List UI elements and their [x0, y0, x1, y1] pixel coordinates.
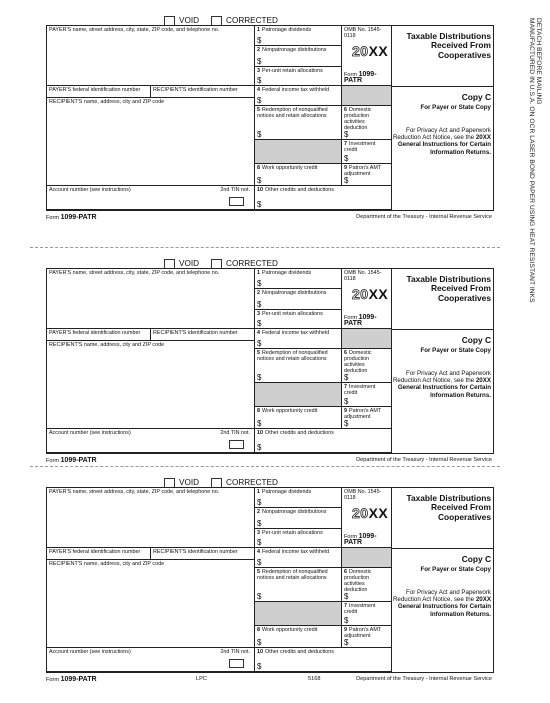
box1-field[interactable]: 1 Patronage dividends $: [255, 488, 342, 508]
tin-not-label: 2nd TIN not.: [220, 649, 250, 655]
dollar-sign: $: [344, 176, 349, 185]
box5-field[interactable]: 5 Redemption of nonqualified notices and retain allocations $: [255, 568, 342, 602]
dollar-sign: $: [257, 498, 262, 507]
box3-label: Per-unit retain allocations: [262, 68, 323, 74]
form-word: Form: [344, 315, 358, 321]
form-word: Form: [344, 72, 358, 78]
box4-field[interactable]: 4 Federal income tax withheld $: [255, 548, 342, 568]
dollar-sign: $: [257, 176, 262, 185]
box4-field[interactable]: 4 Federal income tax withheld $: [255, 86, 342, 106]
box3-label: Per-unit retain allocations: [262, 311, 323, 317]
box2-field[interactable]: 2 Nonpatronage distributions $: [255, 289, 342, 310]
box3-label: Per-unit retain allocations: [262, 530, 323, 536]
privacy-instructions: 20XX General Instructions for Certain Information Returns.: [397, 134, 491, 156]
footer-department: Department of the Treasury - Internal Revenue Service: [356, 676, 492, 682]
footer-code: 5168: [308, 676, 321, 682]
form-grid: [46, 268, 494, 454]
box6-label: Domestic production activities deduction: [344, 569, 372, 593]
shaded-block: [342, 329, 392, 349]
form-word: Form: [46, 458, 60, 464]
payer-tin-field[interactable]: [47, 86, 151, 98]
privacy-notice: [392, 127, 491, 156]
privacy-instructions: 20XX General Instructions for Certain Information Returns.: [397, 596, 491, 618]
recipient-tin-field[interactable]: [151, 548, 255, 560]
recipient-name-field[interactable]: [47, 560, 255, 648]
recipient-tin-field[interactable]: [151, 86, 255, 98]
corrected-label: CORRECTED: [226, 259, 278, 268]
form-number: 1099-PATR: [60, 457, 97, 464]
shaded-block: [255, 140, 342, 164]
dollar-sign: $: [257, 373, 262, 382]
box9-label: Patron's AMT adjustment: [344, 627, 382, 639]
form-title: Taxable Distributions Received From Cooperatives: [406, 274, 491, 303]
shaded-block: [255, 383, 342, 407]
recipient-name-label: RECIPIENT'S name, address, city and ZIP code: [49, 561, 165, 567]
box10-label: Other credits and deductions: [265, 430, 334, 436]
box2-label: Nonpatronage distributions: [262, 509, 327, 515]
form-name-inline: [344, 315, 391, 327]
payer-tin-label: PAYER'S federal identification number: [49, 87, 141, 93]
form-name-inline: [344, 72, 391, 84]
dollar-sign: $: [344, 638, 349, 647]
box7-label: Investment credit: [344, 384, 376, 396]
footer-form-name: [46, 214, 97, 221]
box10-field[interactable]: 10 Other credits and deductions $: [255, 648, 392, 672]
void-checkbox[interactable]: [164, 259, 175, 269]
form-number: 1099-PATR: [60, 214, 97, 221]
dollar-sign: $: [257, 662, 262, 671]
omb-year-block: [342, 488, 392, 548]
form-grid: [46, 487, 494, 673]
box5-label: Redemption of nonqualified notices and retain allocations: [257, 107, 328, 119]
privacy-notice: [392, 589, 491, 618]
payer-tin-field[interactable]: [47, 548, 151, 560]
recipient-tin-label: RECIPIENT'S identification number: [153, 330, 238, 336]
recipient-name-label: RECIPIENT'S name, address, city and ZIP code: [49, 342, 165, 348]
corrected-checkbox[interactable]: [211, 478, 222, 488]
box8-field[interactable]: 8 Work opportunity credit $: [255, 407, 342, 429]
box6-label: Domestic production activities deduction: [344, 350, 372, 374]
for-payer-label: For Payer or State Copy: [420, 104, 491, 111]
box7-label: Investment credit: [344, 603, 376, 615]
box3-field[interactable]: 3 Per-unit retain allocations $: [255, 529, 342, 548]
tax-year: [352, 43, 389, 59]
void-checkbox[interactable]: [164, 16, 175, 26]
privacy-text: For Privacy Act and Paperwork Reduction Act Notice, see the: [392, 589, 491, 604]
form-number: 1099-PATR: [344, 314, 377, 327]
dollar-sign: $: [257, 279, 262, 288]
void-label: VOID: [179, 259, 200, 268]
box10-label: Other credits and deductions: [265, 187, 334, 193]
box1-field[interactable]: 1 Patronage dividends $: [255, 26, 342, 46]
void-label: VOID: [179, 478, 200, 487]
footer-department: Department of the Treasury - Internal Revenue Service: [356, 214, 492, 220]
form-number: 1099-PATR: [344, 533, 377, 546]
year-prefix: 20: [352, 505, 369, 521]
dollar-sign: $: [257, 443, 262, 452]
privacy-notice: [392, 370, 491, 399]
form-word: Form: [344, 534, 358, 540]
box7-field[interactable]: 7 Investment credit $: [342, 140, 392, 164]
dollar-sign: $: [257, 538, 262, 547]
form-number: 1099-PATR: [60, 676, 97, 683]
box3-field[interactable]: 3 Per-unit retain allocations $: [255, 310, 342, 329]
box6-label: Domestic production activities deduction: [344, 107, 372, 131]
box5-field[interactable]: 5 Redemption of nonqualified notices and retain allocations $: [255, 349, 342, 383]
corrected-checkbox[interactable]: [211, 16, 222, 26]
payer-name-label: PAYER'S name, street address, city, state, ZIP code, and telephone no.: [49, 27, 220, 33]
omb-number: OMB No. 1545-0118: [344, 270, 382, 282]
box8-field[interactable]: 8 Work opportunity credit $: [255, 164, 342, 186]
recipient-name-field[interactable]: [47, 341, 255, 429]
omb-number: OMB No. 1545-0118: [344, 489, 382, 501]
dollar-sign: $: [344, 419, 349, 428]
footer-form-name: [46, 457, 97, 464]
dollar-sign: $: [257, 200, 262, 209]
dollar-sign: $: [344, 592, 349, 601]
payer-name-label: PAYER'S name, street address, city, state, ZIP code, and telephone no.: [49, 489, 220, 495]
payer-name-field[interactable]: [47, 488, 255, 548]
box4-label: Federal income tax withheld: [262, 549, 330, 555]
dollar-sign: $: [344, 130, 349, 139]
recipient-name-field[interactable]: [47, 98, 255, 186]
dollar-sign: $: [344, 154, 349, 163]
shaded-block: [342, 86, 392, 106]
sidebar-detach: DETACH BEFORE MAILING: [535, 18, 542, 105]
year-suffix: XX: [368, 505, 389, 521]
box5-field[interactable]: 5 Redemption of nonqualified notices and retain allocations $: [255, 106, 342, 140]
perforation-line: [30, 247, 500, 248]
box10-label: Other credits and deductions: [265, 649, 334, 655]
form-name-inline: [344, 534, 391, 546]
box2-field[interactable]: 2 Nonpatronage distributions $: [255, 46, 342, 67]
box6-field[interactable]: 6 Domestic production activities deduction $: [342, 349, 392, 383]
dollar-sign: $: [257, 519, 262, 528]
account-label: Account number (see instructions): [49, 430, 131, 436]
copy-label: Copy C: [461, 92, 491, 102]
copy-label: Copy C: [461, 335, 491, 345]
privacy-instructions: 20XX General Instructions for Certain Information Returns.: [397, 377, 491, 399]
account-number-field[interactable]: [47, 429, 255, 453]
title-column: [392, 488, 493, 672]
year-prefix: 20: [352, 286, 369, 302]
dollar-sign: $: [344, 397, 349, 406]
dollar-sign: $: [257, 638, 262, 647]
for-payer-label: For Payer or State Copy: [420, 566, 491, 573]
recipient-tin-label: RECIPIENT'S identification number: [153, 549, 238, 555]
box7-field[interactable]: 7 Investment credit $: [342, 383, 392, 407]
payer-name-label: PAYER'S name, street address, city, state, ZIP code, and telephone no.: [49, 270, 220, 276]
corrected-checkbox[interactable]: [211, 259, 222, 269]
payer-name-field[interactable]: [47, 269, 255, 329]
account-number-field[interactable]: [47, 186, 255, 210]
recipient-name-label: RECIPIENT'S name, address, city and ZIP code: [49, 99, 165, 105]
tin-not-label: 2nd TIN not.: [220, 430, 250, 436]
form-word: Form: [46, 215, 60, 221]
footer-form-name: [46, 676, 97, 683]
form-word: Form: [46, 677, 60, 683]
title-column: [392, 269, 493, 453]
void-checkbox[interactable]: [164, 478, 175, 488]
payer-tin-label: PAYER'S federal identification number: [49, 330, 141, 336]
box7-label: Investment credit: [344, 141, 376, 153]
payer-name-field[interactable]: [47, 26, 255, 86]
dollar-sign: $: [344, 616, 349, 625]
corrected-label: CORRECTED: [226, 16, 278, 25]
dollar-sign: $: [257, 300, 262, 309]
privacy-text: For Privacy Act and Paperwork Reduction Act Notice, see the: [392, 127, 491, 142]
dollar-sign: $: [257, 36, 262, 45]
dollar-sign: $: [257, 592, 262, 601]
box1-field[interactable]: 1 Patronage dividends $: [255, 269, 342, 289]
year-prefix: 20: [352, 43, 369, 59]
box1-label: Patronage dividends: [262, 489, 312, 495]
dollar-sign: $: [344, 373, 349, 382]
box1-label: Patronage dividends: [262, 27, 312, 33]
box5-label: Redemption of nonqualified notices and retain allocations: [257, 350, 328, 362]
dollar-sign: $: [257, 96, 262, 105]
box1-label: Patronage dividends: [262, 270, 312, 276]
box7-field[interactable]: 7 Investment credit $: [342, 602, 392, 626]
box8-label: Work opportunity credit: [262, 408, 318, 414]
box2-label: Nonpatronage distributions: [262, 47, 327, 53]
dollar-sign: $: [257, 558, 262, 567]
for-payer-label: For Payer or State Copy: [420, 347, 491, 354]
box9-label: Patron's AMT adjustment: [344, 165, 382, 177]
form-title: Taxable Distributions Received From Cooperatives: [406, 493, 491, 522]
box9-label: Patron's AMT adjustment: [344, 408, 382, 420]
box6-field[interactable]: 6 Domestic production activities deduction $: [342, 568, 392, 602]
footer-department: Department of the Treasury - Internal Revenue Service: [356, 457, 492, 463]
box3-field[interactable]: 3 Per-unit retain allocations $: [255, 67, 342, 86]
payer-tin-field[interactable]: [47, 329, 151, 341]
box4-label: Federal income tax withheld: [262, 330, 330, 336]
box2-field[interactable]: 2 Nonpatronage distributions $: [255, 508, 342, 529]
dollar-sign: $: [257, 319, 262, 328]
omb-number: OMB No. 1545-0118: [344, 27, 382, 39]
form-number: 1099-PATR: [344, 71, 377, 84]
box6-field[interactable]: 6 Domestic production activities deduction $: [342, 106, 392, 140]
box8-label: Work opportunity credit: [262, 165, 318, 171]
dollar-sign: $: [257, 130, 262, 139]
tax-year: [352, 286, 389, 302]
tin-not-checkbox[interactable]: [229, 440, 244, 449]
sidebar-instructions: [528, 18, 542, 303]
omb-year-block: [342, 269, 392, 329]
dollar-sign: $: [257, 419, 262, 428]
dollar-sign: $: [257, 339, 262, 348]
form-copy: [46, 477, 494, 695]
account-label: Account number (see instructions): [49, 649, 131, 655]
sidebar-manufactured: MANUFACTURED IN U.S.A. ON OCR LASER BOND PAPER USING HEAT RESISTANT INKS: [528, 18, 535, 303]
box10-field[interactable]: 10 Other credits and deductions $: [255, 186, 392, 210]
box9-field[interactable]: 9 Patron's AMT adjustment $: [342, 164, 392, 186]
year-suffix: XX: [368, 43, 389, 59]
tin-not-checkbox[interactable]: [229, 197, 244, 206]
box4-field[interactable]: 4 Federal income tax withheld $: [255, 329, 342, 349]
box2-label: Nonpatronage distributions: [262, 290, 327, 296]
dollar-sign: $: [257, 57, 262, 66]
year-suffix: XX: [368, 286, 389, 302]
recipient-tin-label: RECIPIENT'S identification number: [153, 87, 238, 93]
box8-field[interactable]: 8 Work opportunity credit $: [255, 626, 342, 648]
title-column: [392, 26, 493, 210]
box9-field[interactable]: 9 Patron's AMT adjustment $: [342, 626, 392, 648]
form-grid: [46, 25, 494, 211]
box10-field[interactable]: 10 Other credits and deductions $: [255, 429, 392, 453]
void-label: VOID: [179, 16, 200, 25]
form-title: Taxable Distributions Received From Cooperatives: [406, 31, 491, 60]
tax-year: [352, 505, 389, 521]
tin-not-label: 2nd TIN not.: [220, 187, 250, 193]
dollar-sign: $: [257, 76, 262, 85]
box4-label: Federal income tax withheld: [262, 87, 330, 93]
account-label: Account number (see instructions): [49, 187, 131, 193]
copy-label: Copy C: [461, 554, 491, 564]
footer-lpc: LPC: [196, 676, 207, 682]
tin-not-checkbox[interactable]: [229, 659, 244, 668]
payer-tin-label: PAYER'S federal identification number: [49, 549, 141, 555]
recipient-tin-field[interactable]: [151, 329, 255, 341]
form-copy: [46, 15, 494, 233]
omb-year-block: [342, 26, 392, 86]
box8-label: Work opportunity credit: [262, 627, 318, 633]
account-number-field[interactable]: [47, 648, 255, 672]
box9-field[interactable]: 9 Patron's AMT adjustment $: [342, 407, 392, 429]
form-copy: [46, 258, 494, 476]
privacy-text: For Privacy Act and Paperwork Reduction Act Notice, see the: [392, 370, 491, 385]
shaded-block: [342, 548, 392, 568]
box5-label: Redemption of nonqualified notices and retain allocations: [257, 569, 328, 581]
shaded-block: [255, 602, 342, 626]
corrected-label: CORRECTED: [226, 478, 278, 487]
